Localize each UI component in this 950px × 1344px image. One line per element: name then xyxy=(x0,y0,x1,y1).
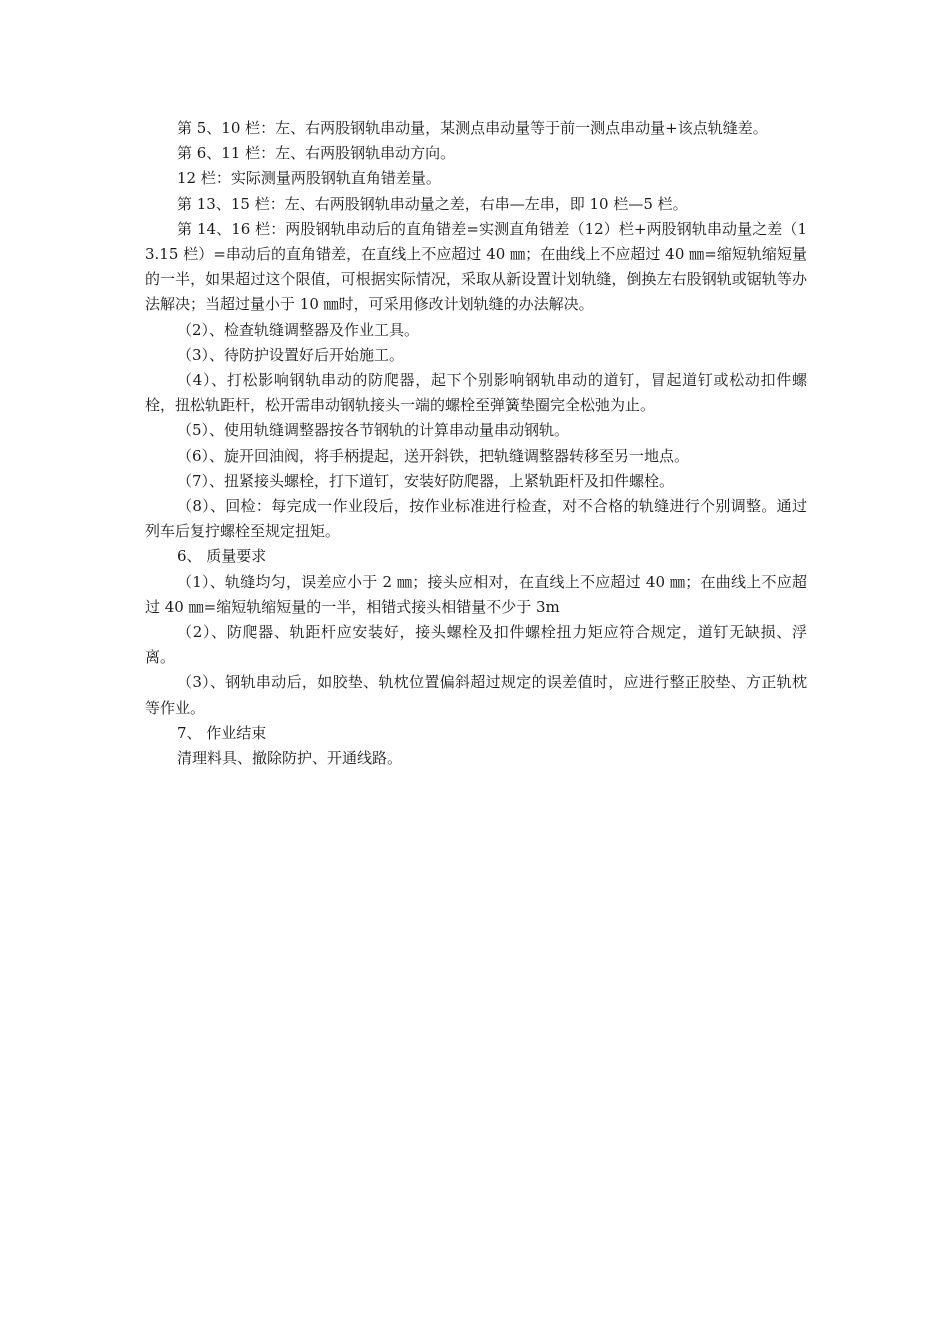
paragraph-quality-3: （3）、钢轨串动后，如胶垫、轨枕位置偏斜超过规定的误差值时，应进行整正胶垫、方正轨枕等作业。 xyxy=(145,673,807,717)
paragraph-step-7: （7）、扭紧接头螺栓，打下道钉，安装好防爬器，上紧轨距杆及扣件螺栓。 xyxy=(177,471,675,490)
paragraph-column-5-10: 第 5、10 栏：左、右两股钢轨串动量，某测点串动量等于前一测点串动量+该点轨缝差。 xyxy=(177,119,768,137)
paragraph-column-6-11: 第 6、11 栏：左、右两股钢轨串动方向。 xyxy=(177,144,456,163)
paragraph-step-6: （6）、旋开回油阀，将手柄提起，送开斜铁，把轨缝调整器转移至另一地点。 xyxy=(177,446,690,465)
section-heading-quality: 6、 质量要求 xyxy=(177,547,267,566)
paragraph-finish: 清理料具、撤除防护、开通线路。 xyxy=(177,749,403,768)
paragraph-column-12: 12 栏：实际测量两股钢轨直角错差量。 xyxy=(177,169,441,188)
paragraph-column-13-15: 第 13、15 栏：左、右两股钢轨串动量之差，右串—左串，即 10 栏—5 栏。 xyxy=(177,194,688,213)
paragraph-step-8: （8）、回检：每完成一作业段后，按作业标准进行检查，对不合格的轨缝进行个别调整。通过列车后复拧螺栓至规定扭矩。 xyxy=(145,497,807,541)
paragraph-quality-1: （1）、轨缝均匀，误差应小于 2 ㎜；接头应相对，在直线上不应超过 40 ㎜；在曲线上不应超过 40 ㎜=缩短轨缩短量的一半，相错式接头相错量不少于 3m xyxy=(145,572,807,616)
paragraph-step-5: （5）、使用轨缝调整器按各节钢轨的计算串动量串动钢轨。 xyxy=(177,421,570,440)
paragraph-column-14-16: 第 14、16 栏：两股钢轨串动后的直角错差=实测直角错差（12）栏+两股钢轨串动量之差（13.15 栏）=串动后的直角错差，在直线上不应超过 40 ㎜；在曲线上不应超过 40 ㎜=缩短轨缩短量的一半，如果超过这个限值，可根据实际情况，采取从新设置计划轨缝，倒换左右股钢轨或锯轨等办法解决；当超过量小于 10 ㎜时，可采用修改计划轨缝的办法解决。 xyxy=(145,219,807,314)
section-heading-finish: 7、 作业结束 xyxy=(177,723,267,742)
paragraph-quality-2: （2）、防爬器、轨距杆应安装好，接头螺栓及扣件螺栓扭力矩应符合规定，道钉无缺损、浮离。 xyxy=(145,623,807,667)
document-body xyxy=(145,116,807,771)
paragraph-step-4: （4）、打松影响钢轨串动的防爬器，起下个别影响钢轨串动的道钉，冒起道钉或松动扣件螺栓，扭松轨距杆，松开需串动钢轨接头一端的螺栓至弹簧垫圈完全松弛为止。 xyxy=(145,371,807,415)
paragraph-step-2: （2）、检查轨缝调整器及作业工具。 xyxy=(177,320,420,339)
paragraph-step-3: （3）、待防护设置好后开始施工。 xyxy=(177,345,405,364)
